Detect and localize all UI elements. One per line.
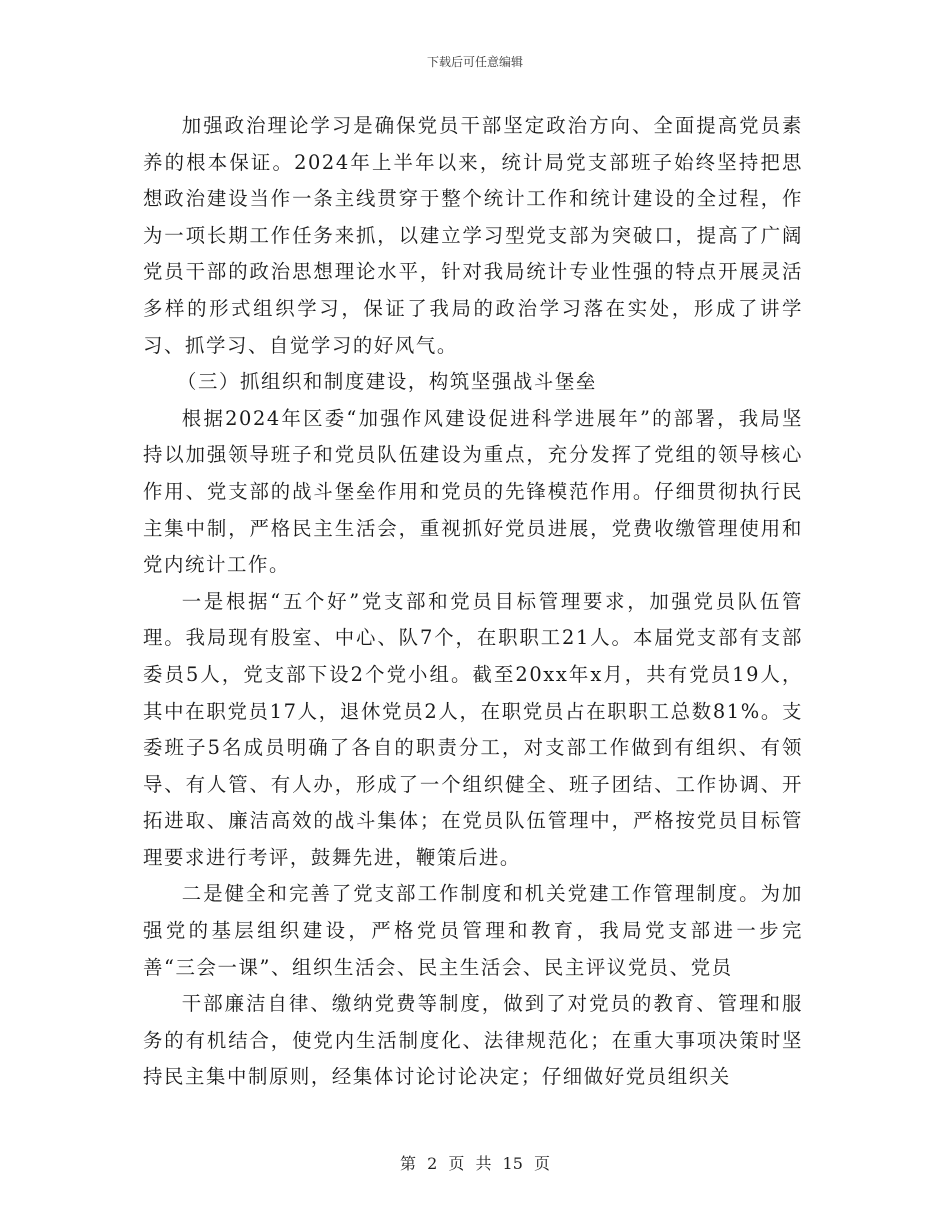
paragraph-cadre-discipline: 干部廉洁自律、缴纳党费等制度，做到了对党员的教育、管理和服务的有机结合，使党内生活制度化、法律规范化；在重大事项决策时坚持民主集中制原则，经集体讨论讨论决定；仔细做好党员组织关 xyxy=(143,992,803,1089)
paragraph-party-member-management: 一是根据“五个好”党支部和党员目标管理要求，加强党员队伍管理。我局现有股室、中心、队7个，在职职工21人。本届党支部有支部委员5人，党支部下设2个党小组。截至20xx年x月，共有党员19人，其中在职党员17人，退休党员2人，在职党员占在职职工总数81%。支委班子5名成员明确了各自的职责分工，对支部工作做到有组织、有领导、有人管、有人办，形成了一个组织健全、班子团结、工作协调、开拓进取、廉洁高效的战斗集体；在党员队伍管理中，严格按党员目标管理要求进行考评，鼓舞先进，鞭策后进。 xyxy=(143,589,803,869)
paragraph-district-committee: 根据2024年区委“加强作风建设促进科学进展年”的部署，我局坚持以加强领导班子和党员队伍建设为重点，充分发挥了党组的领导核心作用、党支部的战斗堡垒作用和党员的先锋模范作用。仔细贯彻执行民主集中制，严格民主生活会，重视抓好党员进展，党费收缴管理使用和党内统计工作。 xyxy=(143,406,803,577)
section-heading-organization: （三）抓组织和制度建设，构筑坚强战斗堡垒 xyxy=(177,370,597,394)
page-header: 下载后可任意编辑 xyxy=(426,55,523,69)
document-body xyxy=(143,108,803,1096)
paragraph-work-system: 二是健全和完善了党支部工作制度和机关党建工作管理制度。为加强党的基层组织建设，严格党员管理和教育，我局党支部进一步完善“三会一课”、组织生活会、民主生活会、民主评议党员、党员 xyxy=(143,882,803,979)
page-number-footer: 第 2 页 共 15 页 xyxy=(400,1154,550,1173)
paragraph-political-study: 加强政治理论学习是确保党员干部坚定政治方向、全面提高党员素养的根本保证。2024年上半年以来，统计局党支部班子始终坚持把思想政治建设当作一条主线贯穿于整个统计工作和统计建设的全过程，作为一项长期工作任务来抓，以建立学习型党支部为突破口，提高了广阔党员干部的政治思想理论水平，针对我局统计专业性强的特点开展灵活多样的形式组织学习，保证了我局的政治学习落在实处，形成了讲学习、抓学习、自觉学习的好风气。 xyxy=(143,114,803,357)
